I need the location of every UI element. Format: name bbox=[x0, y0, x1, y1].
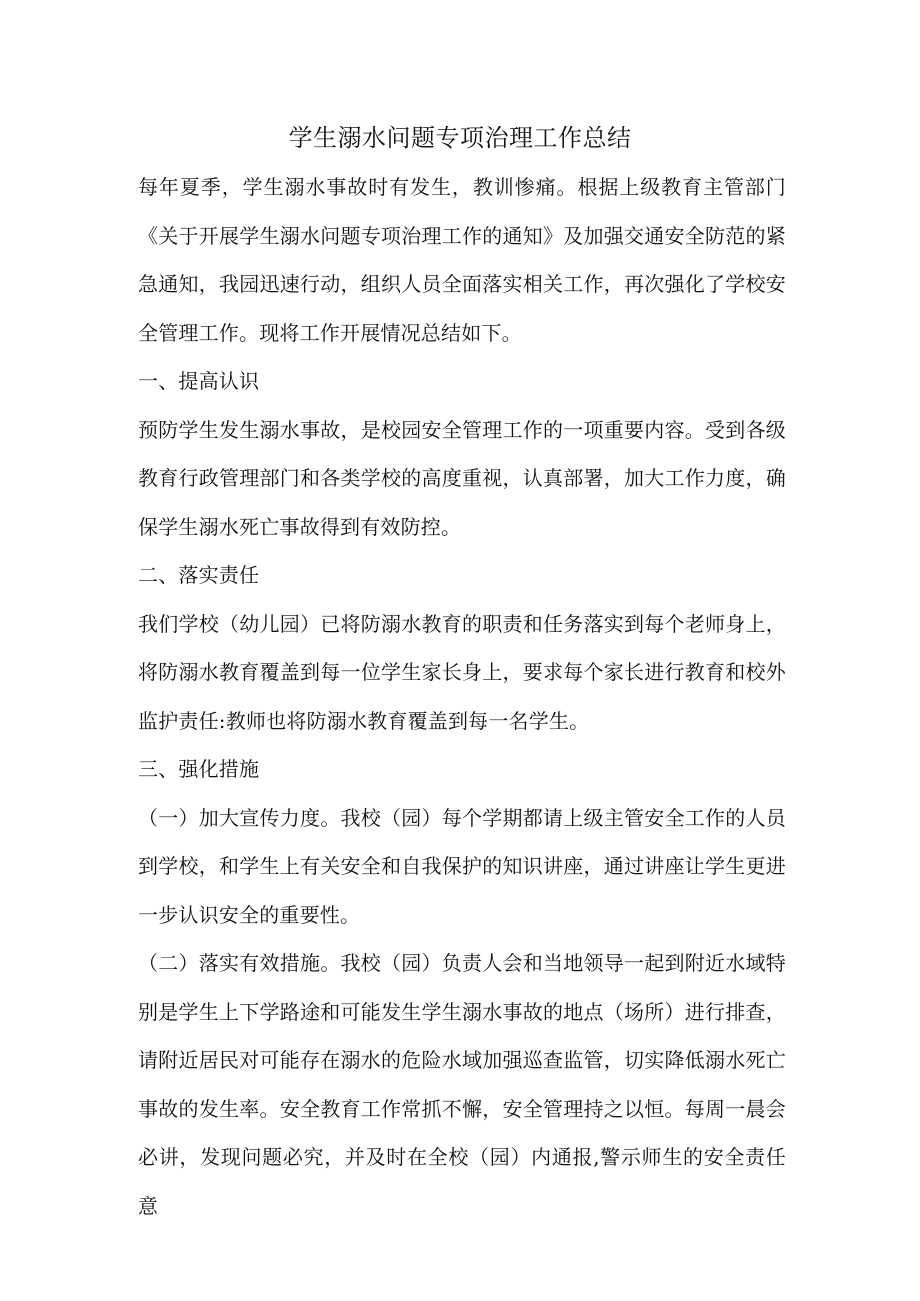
document-title: 学生溺水问题专项治理工作总结 bbox=[288, 124, 632, 152]
section-heading-responsibility: 二、落实责任 bbox=[138, 563, 260, 587]
section-heading-awareness: 一、提高认识 bbox=[138, 369, 260, 393]
document-body bbox=[138, 163, 786, 1230]
intro-paragraph: 每年夏季，学生溺水事故时有发生，教训惨痛。根据上级教育主管部门《关于开展学生溺水问题专项治理工作的通知》及加强交通安全防范的紧急通知，我园迅速行动，组织人员全面落实相关工作，再次强化了学校安全管理工作。现将工作开展情况总结如下。 bbox=[138, 175, 786, 345]
awareness-paragraph: 预防学生发生溺水事故，是校园安全管理工作的一项重要内容。受到各级教育行政管理部门和各类学校的高度重视，认真部署，加大工作力度，确保学生溺水死亡事故得到有效防控。 bbox=[138, 417, 786, 539]
section-heading-measures: 三、强化措施 bbox=[138, 757, 260, 781]
measures-item-2: （二）落实有效措施。我校（园）负责人会和当地领导一起到附近水域特别是学生上下学路途和可能发生学生溺水事故的地点（场所）进行排查，请附近居民对可能存在溺水的危险水域加强巡查监管，切实降低溺水死亡事故的发生率。安全教育工作常抓不懈，安全管理持之以恒。每周一晨会必讲，发现问题必究，并及时在全校（园）内通报,警示师生的安全责任意 bbox=[138, 951, 786, 1218]
responsibility-paragraph: 我们学校（幼儿园）已将防溺水教育的职责和任务落实到每个老师身上，将防溺水教育覆盖到每一位学生家长身上，要求每个家长进行教育和校外监护责任:教师也将防溺水教育覆盖到每一名学生。 bbox=[138, 611, 786, 733]
measures-item-1: （一）加大宣传力度。我校（园）每个学期都请上级主管安全工作的人员到学校，和学生上有关安全和自我保护的知识讲座，通过讲座让学生更进一步认识安全的重要性。 bbox=[138, 805, 786, 927]
